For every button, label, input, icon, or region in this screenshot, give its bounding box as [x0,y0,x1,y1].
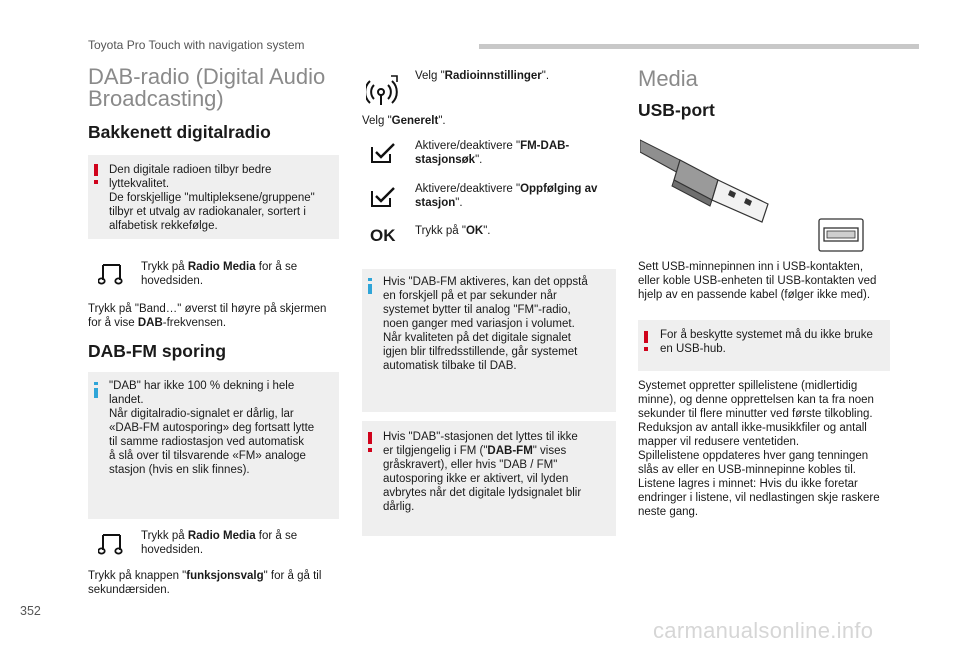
paragraph-line: Reduksjon av antall ikke-musikkfiler og antall [638,422,867,434]
paragraph-line: Systemet oppretter spillelistene (midlertidig [638,380,858,392]
step-line: stasjon". [415,197,463,209]
note-line: De forskjellige "multipleksene/gruppene" [109,192,315,204]
paragraph-line: hjelp av en passende kabel (følger ikke med). [638,289,871,301]
header-divider [479,44,919,49]
music-note-icon [98,262,124,291]
info-line: «DAB-FM autosporing» deg fortsatt lytte [109,422,315,434]
paragraph-line: Sett USB-minnepinnen inn i USB-kontakten, [638,261,864,273]
step-line: hovedsiden. [141,275,204,287]
paragraph-line: sekundærsiden. [88,584,170,596]
paragraph-line: slås av eller en USB-minnepinne kobles til. [638,464,856,476]
step-line: Trykk på Radio Media for å se [141,261,298,273]
paragraph-line: neste gang. [638,506,699,518]
step-line: Trykk på "OK". [415,225,491,237]
info-line: Hvis "DAB-FM aktiveres, kan det oppstå [383,276,588,288]
warning-note-dab [88,155,339,239]
step-line: Trykk på Radio Media for å se [141,530,298,542]
info-line: igjen blir tilfredsstillende, går systemet [383,346,578,358]
usb-port-icon [818,218,864,257]
step-line: stasjonsøk". [415,154,483,166]
section-title-dab-line1: DAB-radio (Digital Audio [88,64,326,89]
running-header: Toyota Pro Touch with navigation system [88,38,305,52]
info-line: stasjon (hvis en slik finnes). [109,464,250,476]
step-line: Velg "Radioinnstillinger". [415,70,550,82]
note-line: tilbyr et utvalg av radiokanaler, sortert i [109,206,306,218]
heading-usb-port: USB-port [638,100,715,120]
paragraph-line: for å vise DAB-frekvensen. [88,317,227,329]
checkbox-icon [370,142,398,169]
note-line: alfabetisk rekkefølge. [109,220,218,232]
radio-antenna-icon [366,72,400,111]
info-line: landet. [109,394,144,406]
watermark: carmanualsonline.info [653,618,874,643]
music-note-icon [98,532,124,561]
info-note-dab-fm-switch [362,269,616,412]
heading-bakkenett: Bakkenett digitalradio [88,122,271,142]
paragraph-line: endringer i listene, vil nedlastingen skje raskere [638,492,880,504]
warning-line: gråskravert), eller hvis "DAB / FM" [383,459,558,471]
info-line: "DAB" har ikke 100 % dekning i hele [109,380,295,392]
info-line: automatisk tilbake til DAB. [383,360,517,372]
step-line: hovedsiden. [141,544,204,556]
warning-line: autosporing ikke er aktivert, vil lyden [383,473,569,485]
warning-mark [94,164,98,176]
info-line: til samme radiostasjon ved automatisk [109,436,304,448]
heading-dab-fm: DAB-FM sporing [88,341,227,361]
warning-line: en USB-hub. [660,343,726,355]
usb-cable-icon [640,128,790,228]
ok-button-icon: OK [370,226,396,245]
info-line: å slå over til tilsvarende «FM» analoge [109,450,306,462]
note-line: lyttekvalitet. [109,178,170,190]
warning-note-dab-unavailable [362,421,616,536]
info-line: Når digitalradio-signalet er dårlig, lar [109,408,294,420]
section-title-media: Media [638,66,698,91]
warning-line: avbrytes når det digitale lydsignalet blir [383,487,582,499]
section-title-dab-line2: Broadcasting) [88,86,224,111]
warning-note-usb-hub [638,320,890,371]
paragraph-line: mapper vil redusere ventetiden. [638,436,800,448]
info-line: systemet bytter til analog "FM"-radio, [383,304,571,316]
warning-line: er tilgjengelig i FM ("DAB-FM" vises [383,445,567,457]
info-line: Når kvaliteten på det digitale signalet [383,332,571,344]
paragraph-line: eller koble USB-enheten til USB-kontakten ved [638,275,877,287]
warning-mark [368,432,372,444]
paragraph-line: minne), og denne opprettelsen kan ta fra noen [638,394,874,406]
paragraph-line: Spillelistene oppdateres hver gang tenningen [638,450,869,462]
info-line: noen ganger med variasjon i volumet. [383,318,575,330]
warning-line: dårlig. [383,501,415,513]
paragraph-line: Trykk på knappen "funksjonsvalg" for å gå til [88,570,322,582]
step-line: Aktivere/deaktivere "FM-DAB- [415,140,570,152]
step-line: Aktivere/deaktivere "Oppfølging av [415,183,598,195]
warning-line: For å beskytte systemet må du ikke bruke [660,329,873,341]
info-line: en forskjell på et par sekunder når [383,290,557,302]
paragraph-line: Listene lagres i minnet: Hvis du ikke foretar [638,478,858,490]
checkbox-icon [370,186,398,213]
page-number: 352 [20,604,41,618]
info-note-dab-fm [88,372,339,519]
paragraph-line: sekunder til flere minutter ved første tilkobling. [638,408,873,420]
warning-line: Hvis "DAB"-stasjonen det lyttes til ikke [383,431,578,443]
paragraph-line: Trykk på "Band…" øverst til høyre på skjermen [88,303,327,315]
note-line: Den digitale radioen tilbyr bedre [109,164,272,176]
paragraph-line: Velg "Generelt". [362,115,446,127]
warning-mark [644,331,648,343]
